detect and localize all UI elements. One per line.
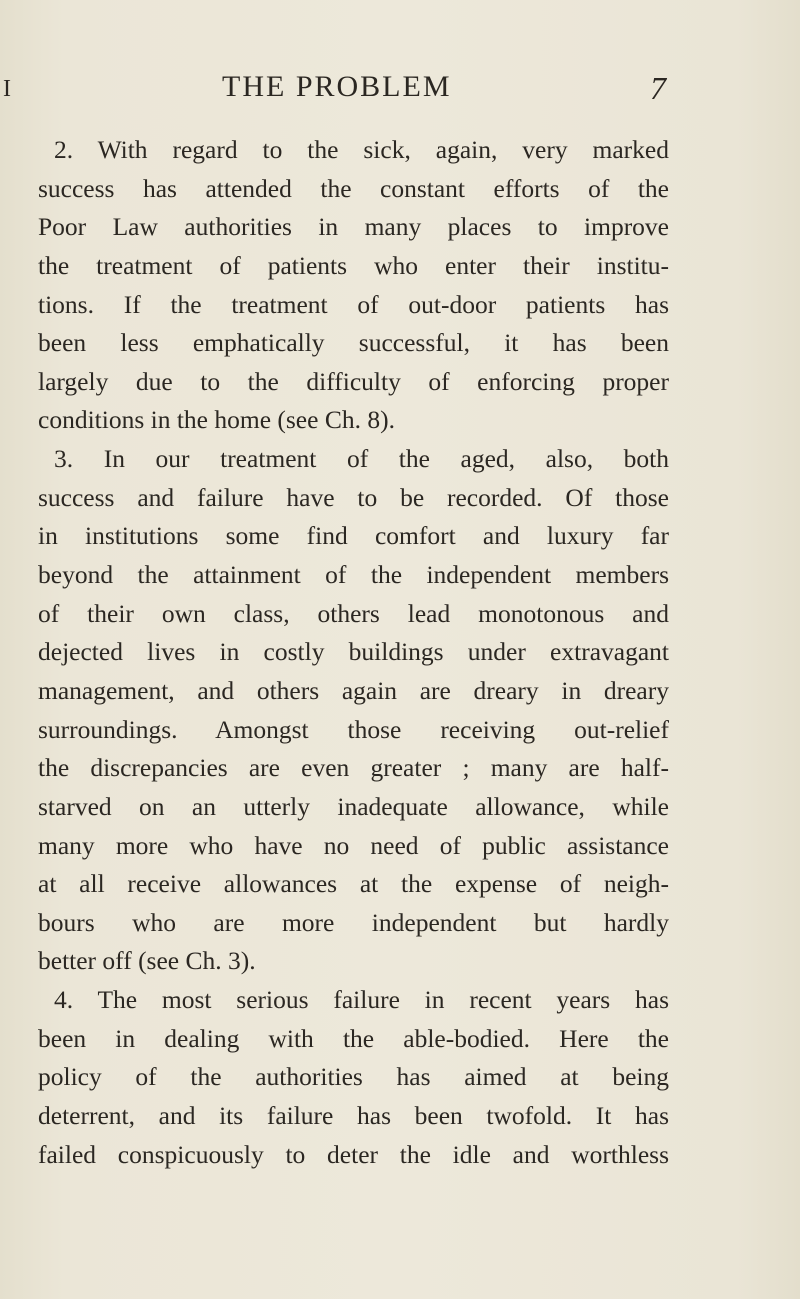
text-line: of their own class, others lead monotonous and: [38, 598, 669, 628]
text-line: policy of the authorities has aimed at being: [38, 1062, 669, 1092]
text-line: the discrepancies are even greater ; many are half-: [38, 753, 669, 783]
text-line: failed conspicuously to deter the idle and worthless: [38, 1139, 669, 1169]
running-title: THE PROBLEM: [222, 70, 452, 103]
text-line: tions. If the treatment of out-door patients has: [38, 289, 669, 319]
text-line: starved on an utterly inadequate allowance, while: [38, 791, 669, 821]
running-header: [0, 70, 800, 110]
text-line: deterrent, and its failure has been twofold. It has: [38, 1101, 669, 1131]
chapter-number: I: [3, 76, 12, 102]
body-text: [38, 131, 669, 1174]
text-line: largely due to the difficulty of enforcing proper: [38, 366, 669, 396]
text-line: been less emphatically successful, it has been: [38, 328, 669, 358]
text-line: 3. In our treatment of the aged, also, both: [54, 444, 669, 474]
text-line: the treatment of patients who enter their institu-: [38, 250, 669, 280]
text-line: management, and others again are dreary in dreary: [38, 675, 669, 705]
text-line: many more who have no need of public assistance: [38, 830, 669, 860]
text-line: been in dealing with the able-bodied. Here the: [38, 1023, 669, 1053]
text-line: success has attended the constant efforts of the: [38, 173, 669, 203]
text-line: 4. The most serious failure in recent years has: [54, 985, 669, 1015]
text-line: at all receive allowances at the expense of neigh-: [38, 869, 669, 899]
text-line: success and failure have to be recorded. Of those: [38, 482, 669, 512]
text-line: conditions in the home (see Ch. 8).: [38, 405, 395, 435]
text-line: bours who are more independent but hardly: [38, 907, 669, 937]
text-line: dejected lives in costly buildings under extravagant: [38, 637, 669, 667]
text-line: 2. With regard to the sick, again, very marked: [54, 135, 669, 164]
text-line: beyond the attainment of the independent members: [38, 560, 669, 590]
page-number: 7: [650, 70, 666, 106]
text-line: better off (see Ch. 3).: [38, 946, 256, 976]
text-line: surroundings. Amongst those receiving out-relief: [38, 714, 669, 744]
text-line: in institutions some find comfort and luxury far: [38, 521, 669, 551]
text-line: Poor Law authorities in many places to improve: [38, 212, 669, 242]
